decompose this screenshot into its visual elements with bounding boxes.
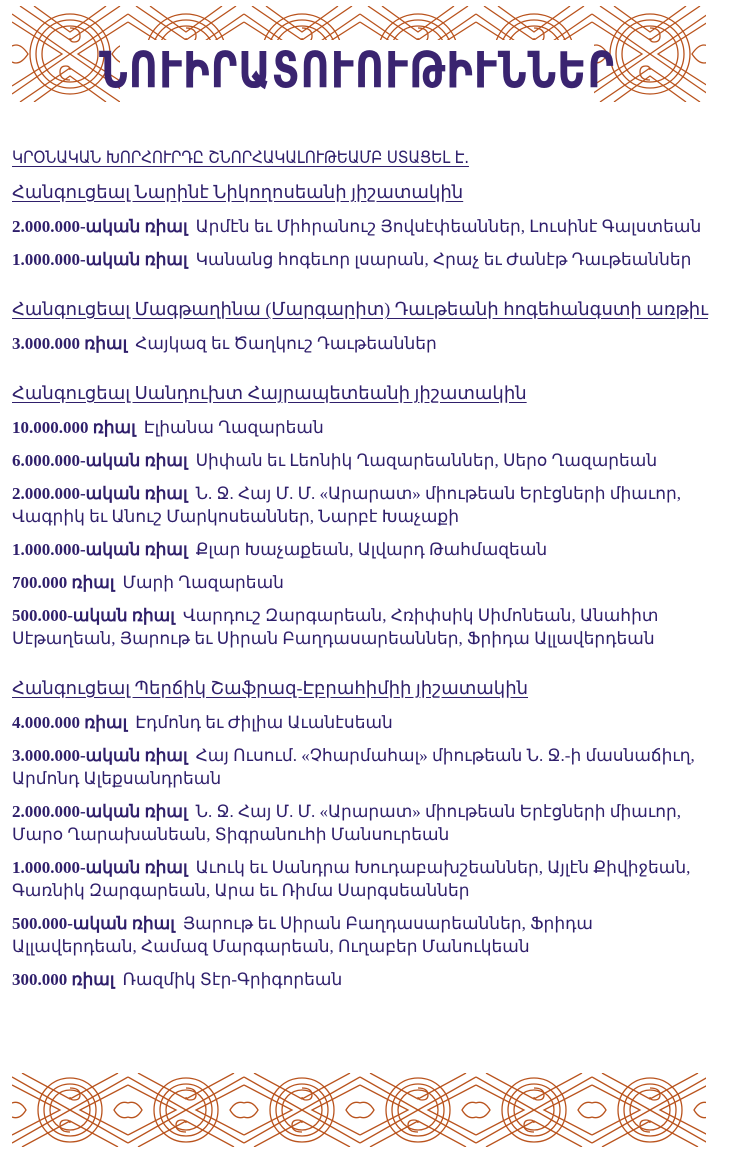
donor-names: Աւուկ եւ Սանդրա Խուդաբախշեաններ, Այլէն Քիվիջեան, Գառնիկ Զարգարեան, Արա եւ Ռիմա Սարգսեաններ bbox=[12, 858, 691, 900]
section-heading: Հանգուցեալ Մագթաղինա (Մարգարիտ) Դաւթեանի հոգեհանգստի առթիւ bbox=[12, 299, 709, 319]
donation-entry bbox=[12, 538, 712, 561]
donation-amount: 500.000-ական ռիալ bbox=[12, 606, 175, 625]
donation-section bbox=[12, 299, 712, 355]
donation-amount: 3.000.000-ական ռիալ bbox=[12, 746, 188, 765]
donation-amount: 300.000 ռիալ bbox=[12, 970, 115, 989]
donation-amount: 1.000.000-ական ռիալ bbox=[12, 858, 188, 877]
donation-entry bbox=[12, 968, 712, 991]
donation-entry bbox=[12, 800, 712, 846]
donation-section bbox=[12, 678, 712, 991]
donor-names: Քլար Խաչաքեան, Ալվարդ Թահմազեան bbox=[195, 540, 548, 559]
donation-amount: 500.000-ական ռիալ bbox=[12, 914, 175, 933]
donor-names: Արմէն եւ Միհրանուշ Յովսէփեաններ, Լուսինէ Գալստեան bbox=[195, 217, 702, 236]
donor-names: Ռազմիկ Տէր-Գրիգորեան bbox=[122, 970, 343, 989]
main-heading: ԿՐՕՆԱԿԱՆ ԽՈՐՀՈՒՐԴԸ ՇՆՈՐՀԱԿԱԼՈՒԹԵԱՄԲ ՍՏԱՑԵԼ Է. bbox=[12, 148, 469, 168]
donation-amount: 3.000.000 ռիալ bbox=[12, 334, 128, 353]
donation-section bbox=[12, 182, 712, 271]
section-heading: Հանգուցեալ Պերճիկ Շաֆրազ-Էբրահիմիի յիշատակին bbox=[12, 678, 529, 698]
donation-amount: 1.000.000-ական ռիալ bbox=[12, 540, 188, 559]
donation-entry bbox=[12, 416, 712, 439]
donor-names: Մարի Ղազարեան bbox=[122, 573, 284, 592]
donation-amount: 4.000.000 ռիալ bbox=[12, 713, 128, 732]
section-heading: Հանգուցեալ Սանդուխտ Հայրապետեանի յիշատակին bbox=[12, 383, 527, 403]
page-title: ՆՈՒԻՐԱՏՈՒՈՒԹԻՒՆՆԵՐ bbox=[99, 42, 615, 100]
donation-amount: 2.000.000-ական ռիալ bbox=[12, 484, 188, 503]
donation-entry bbox=[12, 856, 712, 902]
donation-entry bbox=[12, 248, 712, 271]
bottom-knotwork-border bbox=[12, 1073, 706, 1147]
donation-entry bbox=[12, 571, 712, 594]
donation-entry bbox=[12, 912, 712, 958]
donation-entry bbox=[12, 482, 712, 528]
donation-amount: 6.000.000-ական ռիալ bbox=[12, 451, 188, 470]
donor-names: Էդմոնդ եւ Ժիլիա Աւանէսեան bbox=[135, 713, 393, 732]
donation-amount: 700.000 ռիալ bbox=[12, 573, 115, 592]
title-banner bbox=[99, 40, 615, 102]
donation-entry bbox=[12, 744, 712, 790]
donation-entry bbox=[12, 215, 712, 238]
donor-names: Հայ Ուսում. «Չհարմահալ» միութեան Ն. Ջ.-ի մասնաճիւղ, Արմոնդ Ալեքսանդրեան bbox=[12, 746, 695, 788]
donor-names: Ն. Ջ. Հայ Մ. Մ. «Արարատ» միութեան Երէցների միաւոր, Մարօ Ղարախանեան, Տիգրանուհի Մանսուրեան bbox=[12, 802, 682, 844]
donation-amount: 2.000.000-ական ռիալ bbox=[12, 802, 188, 821]
donor-names: Յարութ եւ Սիրան Բաղդասարեաններ, Ֆրիդա Ալլավերդեան, Համազ Մարգարեան, Ուղաբեր Մանուկեան bbox=[12, 914, 593, 956]
donation-entry bbox=[12, 332, 712, 355]
knotwork-ornament-icon bbox=[12, 1073, 706, 1147]
donation-section bbox=[12, 383, 712, 650]
donor-names: Սիփան եւ Լեոնիկ Ղազարեաններ, Սերօ Ղազարեան bbox=[195, 451, 658, 470]
donor-names: Էլիանա Ղազարեան bbox=[143, 418, 324, 437]
donation-entry bbox=[12, 449, 712, 472]
donor-names: Կանանց հոգեւոր լսարան, Հրաչ եւ Ժանէթ Դաւթեաններ bbox=[195, 250, 692, 269]
donation-amount: 10.000.000 ռիալ bbox=[12, 418, 136, 437]
donor-names: Հայկազ եւ Ծաղկուշ Դաւթեաններ bbox=[135, 334, 437, 353]
donation-entry bbox=[12, 711, 712, 734]
donation-amount: 2.000.000-ական ռիալ bbox=[12, 217, 188, 236]
donations-content bbox=[12, 148, 712, 1019]
donor-names: Ն. Ջ. Հայ Մ. Մ. «Արարատ» միութեան Երէցների միաւոր, Վագրիկ եւ Անուշ Մարկոսեաններ, Նարբէ Խաչաքի bbox=[12, 484, 682, 526]
section-heading: Հանգուցեալ Նարինէ Նիկողոսեանի յիշատակին bbox=[12, 182, 464, 202]
donation-entry bbox=[12, 604, 712, 650]
donation-amount: 1.000.000-ական ռիալ bbox=[12, 250, 188, 269]
donor-names: Վարդուշ Զարգարեան, Հռիփսիկ Սիմոնեան, Անահիտ Սէթաղեան, Յարութ եւ Սիրան Բաղդասարեաններ, Ֆրիդա Ալլավերդեան bbox=[12, 606, 659, 648]
